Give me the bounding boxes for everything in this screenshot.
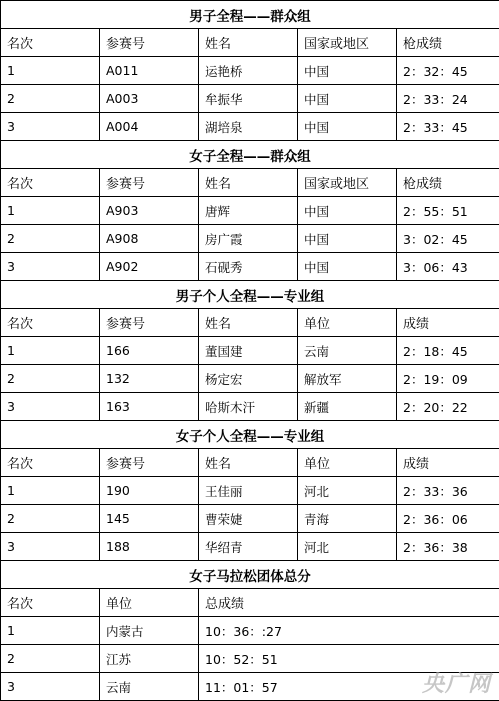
- table-cell: 哈斯木汗: [199, 393, 298, 421]
- table-cell: 2：18：45: [397, 337, 499, 365]
- table-cell: 1: [1, 477, 100, 505]
- column-header: 参赛号: [100, 449, 199, 477]
- table-cell: 166: [100, 337, 199, 365]
- table-cell: 1: [1, 337, 100, 365]
- table-cell: 2: [1, 505, 100, 533]
- column-header: 国家或地区: [298, 169, 397, 197]
- table-cell: 2：36：38: [397, 533, 499, 561]
- table-cell: 石砚秀: [199, 253, 298, 281]
- table-cell: A003: [100, 85, 199, 113]
- section-title-row: [1, 421, 499, 449]
- table-cell: 2：33：36: [397, 477, 499, 505]
- table-cell: 3: [1, 113, 100, 141]
- table-cell: 11：01：57: [199, 673, 499, 701]
- header-row: [1, 309, 499, 337]
- column-header: 枪成绩: [397, 169, 499, 197]
- table-cell: A903: [100, 197, 199, 225]
- table-cell: 云南: [100, 673, 199, 701]
- table-cell: 190: [100, 477, 199, 505]
- table-cell: A902: [100, 253, 199, 281]
- table-cell: 2: [1, 85, 100, 113]
- table-row: [1, 365, 499, 393]
- table-cell: 2: [1, 645, 100, 673]
- column-header: 成绩: [397, 309, 499, 337]
- section-title-row: [1, 281, 499, 309]
- column-header: 名次: [1, 169, 100, 197]
- watermark-logo: 央广网: [422, 667, 491, 698]
- table-cell: 河北: [298, 477, 397, 505]
- table-cell: 中国: [298, 57, 397, 85]
- section-title: 女子个人全程——专业组: [1, 421, 499, 449]
- table-cell: 145: [100, 505, 199, 533]
- table-cell: 3: [1, 673, 100, 701]
- table-cell: 杨定宏: [199, 365, 298, 393]
- table-row: [1, 393, 499, 421]
- header-row: [1, 589, 499, 617]
- header-row: [1, 169, 499, 197]
- table-cell: 2：36：06: [397, 505, 499, 533]
- table-cell: 2：20：22: [397, 393, 499, 421]
- table-cell: 10：52：51: [199, 645, 499, 673]
- table-cell: 1: [1, 617, 100, 645]
- table-row: [1, 337, 499, 365]
- table-cell: 曹荣婕: [199, 505, 298, 533]
- column-header: 成绩: [397, 449, 499, 477]
- table-row: [1, 85, 499, 113]
- table-cell: 唐辉: [199, 197, 298, 225]
- table-cell: 河北: [298, 533, 397, 561]
- section-title-row: [1, 141, 499, 169]
- table-cell: A011: [100, 57, 199, 85]
- column-header: 姓名: [199, 169, 298, 197]
- table-row: [1, 533, 499, 561]
- table-cell: 江苏: [100, 645, 199, 673]
- table-cell: 3：02：45: [397, 225, 499, 253]
- header-row: [1, 29, 499, 57]
- table-cell: 2：33：45: [397, 113, 499, 141]
- table-cell: 2：32：45: [397, 57, 499, 85]
- column-header: 单位: [298, 309, 397, 337]
- table-row: [1, 57, 499, 85]
- table-cell: 1: [1, 197, 100, 225]
- table-cell: 新疆: [298, 393, 397, 421]
- section-title: 男子个人全程——专业组: [1, 281, 499, 309]
- table-cell: 3：06：43: [397, 253, 499, 281]
- table-cell: 内蒙古: [100, 617, 199, 645]
- table-cell: 1: [1, 57, 100, 85]
- table-row: [1, 617, 499, 645]
- table-cell: A908: [100, 225, 199, 253]
- table-row: [1, 225, 499, 253]
- table-cell: 华绍青: [199, 533, 298, 561]
- table-cell: 中国: [298, 85, 397, 113]
- section-title: 男子全程——群众组: [1, 1, 499, 29]
- section-title: 女子马拉松团体总分: [1, 561, 499, 589]
- table-cell: 3: [1, 393, 100, 421]
- table-row: [1, 197, 499, 225]
- table-cell: 湖培泉: [199, 113, 298, 141]
- column-header: 总成绩: [199, 589, 499, 617]
- table-cell: 青海: [298, 505, 397, 533]
- table-cell: 3: [1, 253, 100, 281]
- table-cell: 房广霞: [199, 225, 298, 253]
- column-header: 姓名: [199, 449, 298, 477]
- column-header: 单位: [298, 449, 397, 477]
- results-table-body: [1, 1, 499, 701]
- table-cell: 运艳桥: [199, 57, 298, 85]
- column-header: 参赛号: [100, 309, 199, 337]
- column-header: 名次: [1, 589, 100, 617]
- column-header: 参赛号: [100, 169, 199, 197]
- table-cell: 2：55：51: [397, 197, 499, 225]
- table-cell: 中国: [298, 253, 397, 281]
- table-cell: 188: [100, 533, 199, 561]
- table-cell: 163: [100, 393, 199, 421]
- table-cell: 10：36：:27: [199, 617, 499, 645]
- table-cell: 2: [1, 225, 100, 253]
- table-cell: 王佳丽: [199, 477, 298, 505]
- column-header: 姓名: [199, 309, 298, 337]
- table-cell: 3: [1, 533, 100, 561]
- table-cell: 云南: [298, 337, 397, 365]
- table-cell: 董国建: [199, 337, 298, 365]
- column-header: 名次: [1, 449, 100, 477]
- section-title-row: [1, 561, 499, 589]
- column-header: 名次: [1, 29, 100, 57]
- table-cell: 中国: [298, 197, 397, 225]
- table-cell: 2: [1, 365, 100, 393]
- table-cell: 中国: [298, 113, 397, 141]
- section-title: 女子全程——群众组: [1, 141, 499, 169]
- table-cell: A004: [100, 113, 199, 141]
- column-header: 单位: [100, 589, 199, 617]
- table-row: [1, 477, 499, 505]
- table-cell: 牟振华: [199, 85, 298, 113]
- table-cell: 2：33：24: [397, 85, 499, 113]
- column-header: 参赛号: [100, 29, 199, 57]
- table-cell: 中国: [298, 225, 397, 253]
- column-header: 枪成绩: [397, 29, 499, 57]
- column-header: 名次: [1, 309, 100, 337]
- table-row: [1, 253, 499, 281]
- table-cell: 解放军: [298, 365, 397, 393]
- table-cell: 2：19：09: [397, 365, 499, 393]
- table-row: [1, 505, 499, 533]
- column-header: 国家或地区: [298, 29, 397, 57]
- section-title-row: [1, 1, 499, 29]
- table-cell: 132: [100, 365, 199, 393]
- table-row: [1, 113, 499, 141]
- header-row: [1, 449, 499, 477]
- column-header: 姓名: [199, 29, 298, 57]
